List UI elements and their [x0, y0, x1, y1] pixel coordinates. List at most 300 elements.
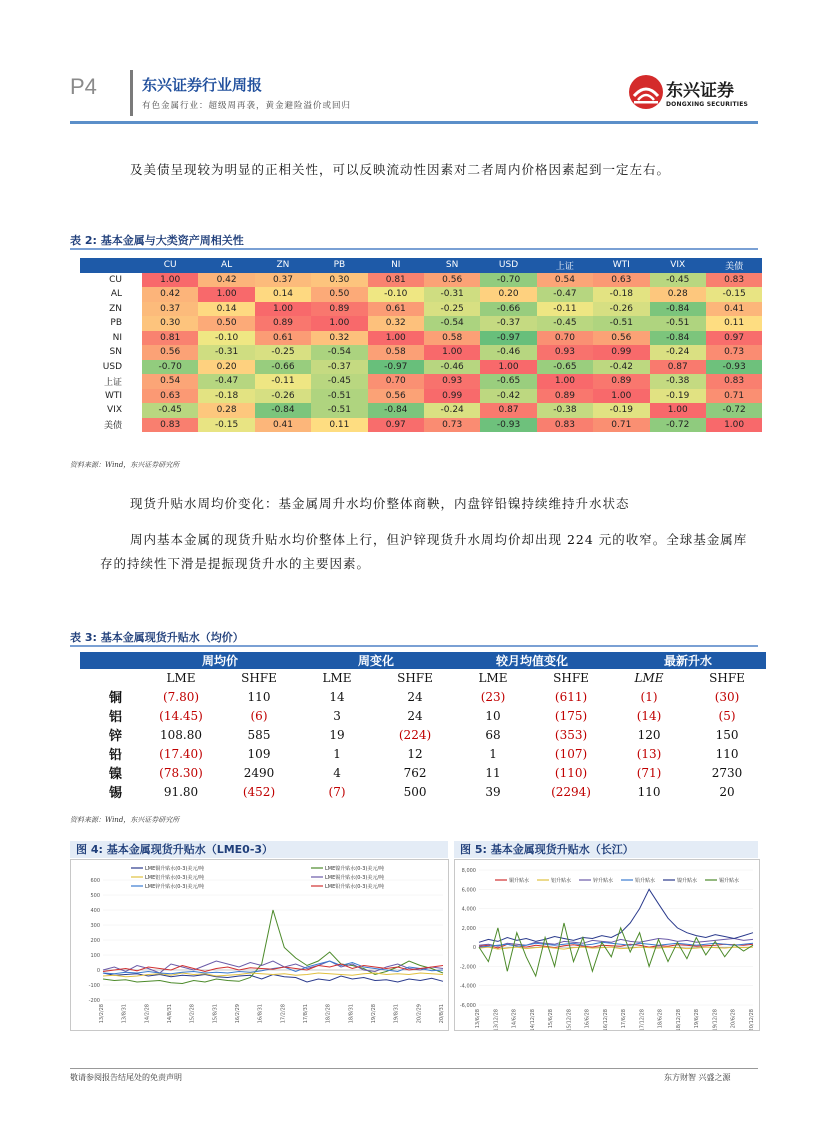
legend-label: 镍升贴水 — [677, 878, 698, 884]
series-line — [479, 923, 753, 976]
x-tick-label: 19/2/28 — [371, 1004, 377, 1024]
corr-cell: -0.65 — [537, 360, 593, 375]
corr-corner — [80, 258, 142, 273]
corr-cell: -0.11 — [537, 302, 593, 317]
spread-metal-label: 镍 — [108, 767, 122, 782]
spread-sub-header: SHFE — [241, 671, 277, 685]
x-tick-label: 20/2/29 — [416, 1004, 423, 1024]
spread-cell: 110 — [715, 746, 739, 761]
spread-cell: 2490 — [243, 765, 275, 780]
corr-cell: 1.00 — [593, 389, 649, 404]
legend-label: LME锡升贴水(0-3)美元/吨 — [325, 875, 385, 881]
spread-cell: 24 — [407, 689, 423, 704]
corr-cell: 1.00 — [706, 418, 762, 433]
legend-label: LME铝升贴水(0-3)美元/吨 — [145, 875, 205, 881]
y-tick-label: 8,000 — [461, 868, 476, 874]
spread-sub-header: LME — [166, 671, 196, 685]
corr-col-header: WTI — [593, 258, 649, 273]
spread-cell: (224) — [398, 727, 432, 742]
correlation-table — [80, 258, 762, 432]
corr-cell: -0.26 — [593, 302, 649, 317]
spread-cell: 20 — [719, 784, 735, 799]
corr-cell: 1.00 — [537, 374, 593, 389]
corr-cell: -0.93 — [480, 418, 536, 433]
corr-cell: -0.45 — [650, 273, 706, 288]
spread-row — [80, 725, 766, 744]
legend-label: LME铜升贴水(0-3)美元/吨 — [145, 866, 205, 872]
y-tick-label: 0 — [96, 968, 100, 974]
corr-row-label: 上证 — [103, 377, 122, 388]
spread-cell: (452) — [242, 784, 276, 799]
spread-cell: 110 — [247, 689, 271, 704]
spread-cell: (6) — [250, 708, 268, 723]
corr-cell: -0.19 — [593, 403, 649, 418]
spread-metal-label: 铅 — [108, 748, 122, 763]
corr-cell: 0.61 — [368, 302, 424, 317]
x-tick-label: 14/12/28 — [529, 1009, 536, 1030]
corr-cell: 1.00 — [480, 360, 536, 375]
y-tick-label: 300 — [90, 923, 100, 929]
corr-cell: 0.56 — [368, 389, 424, 404]
spread-row — [80, 706, 766, 725]
spread-cell: (175) — [554, 708, 588, 723]
spread-metal-label: 锌 — [108, 729, 122, 744]
footer-disclaimer: 敬请参阅报告结尾处的免责声明 — [70, 1073, 182, 1082]
corr-cell: 0.89 — [593, 374, 649, 389]
spread-cell: 68 — [485, 727, 501, 742]
chart5-caption: 图 5: 基本金属现货升贴水（长江） — [454, 841, 758, 858]
corr-row — [80, 302, 762, 317]
corr-col-header: SN — [424, 258, 480, 273]
x-tick-label: 16/6/28 — [584, 1009, 591, 1029]
corr-cell: -0.18 — [198, 389, 254, 404]
corr-cell: 0.73 — [424, 418, 480, 433]
corr-cell: -0.10 — [368, 287, 424, 302]
x-tick-label: 18/8/31 — [348, 1004, 355, 1024]
spread-cell: 11 — [485, 765, 501, 780]
header-rule — [70, 121, 758, 124]
corr-cell: -0.72 — [650, 418, 706, 433]
corr-cell: -0.93 — [706, 360, 762, 375]
spread-cell: 120 — [637, 727, 661, 742]
corr-cell: 0.30 — [142, 316, 198, 331]
spread-group-header-row — [80, 652, 766, 669]
x-tick-label: 15/8/31 — [212, 1004, 219, 1024]
corr-cell: 0.83 — [706, 374, 762, 389]
chart4-lme-spread — [71, 860, 448, 1030]
corr-cell: 0.61 — [255, 331, 311, 346]
y-tick-label: 6,000 — [461, 887, 476, 894]
corr-col-header: 上证 — [537, 258, 593, 273]
x-tick-label: 19/12/28 — [712, 1009, 719, 1030]
corr-cell: 0.73 — [706, 345, 762, 360]
report-title: 东兴证券行业周报 — [142, 76, 263, 94]
footer-slogan: 东方财智 兴盛之源 — [664, 1073, 731, 1082]
corr-cell: 0.41 — [706, 302, 762, 317]
spread-corner-2 — [80, 669, 142, 687]
corr-cell: -0.47 — [537, 287, 593, 302]
logo-text-en: DONGXING SECURITIES — [666, 101, 749, 108]
spread-cell: 24 — [407, 708, 423, 723]
legend-label: LME铅升贴水(0-3)美元/吨 — [325, 884, 385, 890]
spread-cell: 110 — [637, 784, 661, 799]
corr-cell: -0.45 — [311, 374, 367, 389]
series-line — [479, 947, 753, 949]
dongxing-logo-icon — [628, 74, 664, 110]
corr-col-header: VIX — [650, 258, 706, 273]
x-tick-label: 17/6/28 — [621, 1009, 628, 1029]
corr-cell: 0.93 — [537, 345, 593, 360]
spread-group-header: 较月均值变化 — [454, 652, 610, 669]
spread-sub-header: SHFE — [397, 671, 433, 685]
x-tick-label: 13/8/31 — [121, 1004, 128, 1024]
x-tick-label: 18/6/28 — [657, 1009, 664, 1029]
spread-corner — [80, 652, 142, 669]
corr-cell: -0.26 — [255, 389, 311, 404]
corr-cell: -0.42 — [480, 389, 536, 404]
corr-row — [80, 360, 762, 375]
table2-caption: 表 2: 基本金属与大类资产周相关性 — [70, 234, 244, 247]
corr-cell: 0.81 — [142, 331, 198, 346]
corr-row — [80, 403, 762, 418]
corr-cell: -0.97 — [480, 331, 536, 346]
x-tick-label: 14/6/28 — [511, 1009, 518, 1029]
corr-cell: -0.31 — [198, 345, 254, 360]
table3-caption: 表 3: 基本金属现货升贴水（均价） — [70, 631, 244, 644]
corr-cell: -0.45 — [142, 403, 198, 418]
corr-cell: 0.83 — [706, 273, 762, 288]
corr-cell: -0.15 — [198, 418, 254, 433]
x-tick-label: 14/8/31 — [167, 1004, 173, 1024]
y-tick-label: -100 — [88, 983, 100, 989]
spread-sub-header: LME — [634, 671, 664, 685]
corr-cell: -0.19 — [650, 389, 706, 404]
report-subtitle: 有色金属行业：超级周再袭，黄金避险溢价或回归 — [142, 101, 352, 111]
spread-row — [80, 782, 766, 801]
x-tick-label: 16/2/29 — [235, 1004, 241, 1024]
spread-cell: (5) — [718, 708, 736, 723]
chart5-changjiang-spread — [455, 860, 759, 1030]
x-tick-label: 20/8/31 — [439, 1004, 445, 1024]
corr-cell: 0.99 — [593, 345, 649, 360]
corr-cell: 0.63 — [142, 389, 198, 404]
corr-cell: -0.37 — [480, 316, 536, 331]
corr-cell: -0.51 — [593, 316, 649, 331]
spread-cell: 19 — [329, 727, 345, 742]
spread-cell: (1) — [640, 689, 658, 704]
corr-col-header: USD — [480, 258, 536, 273]
corr-row-label: CU — [109, 274, 122, 285]
corr-cell: -0.18 — [593, 287, 649, 302]
x-tick-label: 19/6/28 — [694, 1009, 701, 1029]
corr-cell: 0.20 — [480, 287, 536, 302]
x-tick-label: 17/2/28 — [280, 1004, 287, 1024]
spread-cell: 150 — [715, 727, 739, 742]
corr-cell: 0.63 — [593, 273, 649, 288]
corr-row — [80, 345, 762, 360]
spread-cell: (7.80) — [162, 689, 200, 704]
corr-cell: 0.32 — [311, 331, 367, 346]
corr-cell: -0.24 — [650, 345, 706, 360]
corr-cell: 0.56 — [142, 345, 198, 360]
legend-label: LME镍升贴水(0-3)美元/吨 — [325, 866, 385, 872]
corr-row-label: WTI — [104, 390, 122, 401]
y-tick-label: 400 — [90, 908, 100, 914]
table2-source: 资料来源：Wind，东兴证券研究所 — [70, 461, 180, 469]
spread-row — [80, 763, 766, 782]
legend-label: 铜升贴水 — [509, 878, 530, 884]
table2-rule — [70, 248, 758, 250]
spread-cell: (7) — [328, 784, 346, 799]
corr-cell: -0.37 — [311, 360, 367, 375]
spread-cell: 3 — [333, 708, 341, 723]
y-tick-label: -6,000 — [459, 1003, 476, 1009]
spread-group-header: 最新升水 — [610, 652, 766, 669]
corr-col-header: 美债 — [706, 258, 762, 273]
corr-row — [80, 389, 762, 404]
corr-row-label: VIX — [107, 405, 122, 416]
corr-row-label: NI — [112, 332, 122, 343]
corr-cell: 0.89 — [311, 302, 367, 317]
spread-cell: 762 — [403, 765, 427, 780]
spread-metal-label: 铝 — [108, 710, 122, 725]
corr-cell: 0.97 — [706, 331, 762, 346]
corr-cell: -0.46 — [480, 345, 536, 360]
y-tick-label: 100 — [90, 953, 100, 959]
spread-cell: (14.45) — [159, 708, 203, 723]
corr-row-label: AL — [110, 289, 122, 300]
corr-cell: 1.00 — [142, 273, 198, 288]
corr-cell: -0.25 — [255, 345, 311, 360]
corr-cell: -0.84 — [650, 331, 706, 346]
corr-cell: 0.71 — [706, 389, 762, 404]
corr-row-label: ZN — [109, 303, 122, 314]
spread-cell: 1 — [333, 746, 341, 761]
spread-sub-header: SHFE — [553, 671, 589, 685]
spread-row — [80, 744, 766, 763]
corr-cell: -0.51 — [311, 389, 367, 404]
legend-label: 铅升贴水 — [635, 878, 656, 884]
corr-row-label: SN — [109, 347, 122, 358]
corr-cell: 0.41 — [255, 418, 311, 433]
corr-cell: 0.37 — [142, 302, 198, 317]
spread-cell: 12 — [407, 746, 423, 761]
spread-cell: 2730 — [711, 765, 743, 780]
corr-cell: -0.46 — [424, 360, 480, 375]
x-tick-label: 20/12/28 — [749, 1009, 755, 1030]
spread-cell: 500 — [403, 784, 427, 799]
corr-cell: 0.56 — [593, 331, 649, 346]
spread-cell: (107) — [554, 746, 588, 761]
body-paragraph: 周内基本金属的现货升贴水均价整体上行，但沪锌现货升水周均价却出现 224 元的收窄。全球基金属库存的持续性下滑是提振现货升水的主要因素。 — [100, 532, 748, 571]
spread-cell: (23) — [480, 689, 506, 704]
spread-cell: (611) — [554, 689, 588, 704]
corr-cell: -0.84 — [650, 302, 706, 317]
x-tick-label: 13/2/28 — [99, 1004, 105, 1024]
corr-cell: 0.54 — [537, 273, 593, 288]
corr-row-label: PB — [110, 318, 122, 329]
corr-row-label: 美债 — [103, 421, 122, 432]
corr-cell: 0.58 — [424, 331, 480, 346]
spread-cell: 14 — [329, 689, 345, 704]
spread-cell: 109 — [247, 746, 271, 761]
corr-cell: 0.42 — [142, 287, 198, 302]
corr-cell: -0.42 — [593, 360, 649, 375]
y-tick-label: 600 — [90, 878, 100, 884]
page-number: P4 — [70, 74, 97, 99]
corr-cell: 0.20 — [198, 360, 254, 375]
y-tick-label: 200 — [90, 938, 100, 944]
x-tick-label: 18/2/28 — [325, 1004, 332, 1024]
spot-spread-table — [80, 652, 766, 801]
spread-metal-label: 锡 — [108, 786, 122, 801]
legend-label: 铝升贴水 — [551, 878, 572, 884]
corr-cell: 0.50 — [311, 287, 367, 302]
spread-cell: (71) — [636, 765, 662, 780]
corr-cell: -0.84 — [255, 403, 311, 418]
corr-row — [80, 316, 762, 331]
x-tick-label: 14/2/28 — [144, 1004, 151, 1024]
intro-paragraph: 及美债呈现较为明显的正相关性，可以反映流动性因素对二者周内价格因素起到一定左右。 — [130, 162, 671, 177]
corr-cell: 0.54 — [142, 374, 198, 389]
spread-sub-header: LME — [478, 671, 508, 685]
spread-cell: (14) — [636, 708, 662, 723]
corr-cell: 0.14 — [255, 287, 311, 302]
corr-row — [80, 273, 762, 288]
corr-cell: 0.14 — [198, 302, 254, 317]
corr-cell: -0.24 — [424, 403, 480, 418]
corr-row — [80, 418, 762, 433]
x-tick-label: 17/8/31 — [303, 1004, 309, 1024]
corr-col-header: ZN — [255, 258, 311, 273]
corr-cell: 0.11 — [706, 316, 762, 331]
corr-cell: -0.66 — [255, 360, 311, 375]
corr-cell: -0.54 — [424, 316, 480, 331]
y-tick-label: -200 — [88, 998, 100, 1004]
spread-cell: (13) — [636, 746, 662, 761]
corr-cell: -0.11 — [255, 374, 311, 389]
corr-cell: 0.83 — [142, 418, 198, 433]
chart5-box — [454, 859, 760, 1031]
corr-cell: 0.28 — [198, 403, 254, 418]
spread-sub-header: SHFE — [709, 671, 745, 685]
corr-col-header: CU — [142, 258, 198, 273]
corr-cell: 0.30 — [311, 273, 367, 288]
spread-cell: (353) — [554, 727, 588, 742]
y-tick-label: -4,000 — [459, 983, 476, 990]
corr-cell: -0.47 — [198, 374, 254, 389]
y-tick-label: 2,000 — [461, 925, 476, 932]
y-tick-label: 4,000 — [461, 906, 476, 913]
corr-cell: -0.10 — [198, 331, 254, 346]
header-divider — [130, 70, 133, 116]
chart4-box — [70, 859, 449, 1031]
corr-cell: -0.72 — [706, 403, 762, 418]
x-tick-label: 13/12/28 — [493, 1009, 500, 1030]
corr-cell: -0.51 — [311, 403, 367, 418]
corr-cell: -0.97 — [368, 360, 424, 375]
corr-cell: 0.70 — [368, 374, 424, 389]
corr-cell: -0.38 — [537, 403, 593, 418]
corr-cell: -0.15 — [706, 287, 762, 302]
spread-cell: 10 — [485, 708, 501, 723]
table3-rule — [70, 645, 758, 647]
corr-row-label: USD — [102, 361, 122, 372]
corr-row — [80, 374, 762, 389]
corr-cell: 0.97 — [368, 418, 424, 433]
y-tick-label: -2,000 — [459, 964, 476, 971]
spread-cell: (17.40) — [159, 746, 203, 761]
spread-cell: 108.80 — [160, 727, 202, 742]
logo-text-cn: 东兴证券 — [666, 81, 734, 101]
corr-cell: 0.56 — [424, 273, 480, 288]
corr-row — [80, 331, 762, 346]
corr-cell: -0.66 — [480, 302, 536, 317]
corr-cell: -0.70 — [142, 360, 198, 375]
x-tick-label: 16/12/28 — [602, 1009, 609, 1030]
corr-cell: -0.54 — [311, 345, 367, 360]
series-line — [479, 889, 753, 942]
x-tick-label: 17/12/28 — [639, 1009, 646, 1030]
spread-cell: 91.80 — [163, 784, 199, 799]
corr-col-header: PB — [311, 258, 367, 273]
corr-cell: -0.25 — [424, 302, 480, 317]
footer-rule — [70, 1068, 758, 1069]
corr-cell: -0.31 — [424, 287, 480, 302]
corr-cell: 0.81 — [368, 273, 424, 288]
spread-group-header: 周均价 — [142, 652, 298, 669]
corr-cell: 1.00 — [424, 345, 480, 360]
corr-cell: 1.00 — [368, 331, 424, 346]
corr-cell: 0.99 — [424, 389, 480, 404]
corr-cell: 0.50 — [198, 316, 254, 331]
corr-cell: 0.70 — [537, 331, 593, 346]
spread-sub-header: LME — [322, 671, 352, 685]
corr-cell: -0.65 — [480, 374, 536, 389]
corr-cell: 0.37 — [255, 273, 311, 288]
spread-metal-label: 铜 — [108, 691, 122, 706]
spread-cell: 1 — [489, 746, 497, 761]
spread-cell: (30) — [714, 689, 740, 704]
corr-cell: 1.00 — [650, 403, 706, 418]
y-tick-label: 0 — [472, 945, 476, 952]
x-tick-label: 15/12/28 — [566, 1009, 573, 1030]
x-tick-label: 16/8/31 — [257, 1004, 264, 1024]
corr-cell: 0.89 — [255, 316, 311, 331]
corr-cell: 0.87 — [480, 403, 536, 418]
legend-label: 锡升贴水 — [719, 878, 740, 884]
x-tick-label: 15/6/28 — [548, 1009, 555, 1029]
spread-row — [80, 687, 766, 706]
legend-label: 锌升贴水 — [593, 878, 614, 884]
legend-label: LME锌升贴水(0-3)美元/吨 — [145, 884, 205, 890]
spread-cell: 585 — [247, 727, 271, 742]
y-tick-label: 500 — [90, 893, 100, 899]
corr-cell: 0.11 — [311, 418, 367, 433]
x-tick-label: 18/12/28 — [675, 1009, 682, 1030]
spread-cell: (2294) — [551, 784, 591, 799]
corr-cell: 0.93 — [424, 374, 480, 389]
spread-cell: (78.30) — [159, 765, 203, 780]
corr-cell: 0.28 — [650, 287, 706, 302]
corr-cell: 0.32 — [368, 316, 424, 331]
corr-cell: 0.58 — [368, 345, 424, 360]
spread-cell: 4 — [333, 765, 341, 780]
corr-cell: 1.00 — [198, 287, 254, 302]
x-tick-label: 19/8/31 — [393, 1004, 400, 1024]
x-tick-label: 20/6/28 — [730, 1009, 737, 1029]
corr-cell: 0.87 — [650, 360, 706, 375]
